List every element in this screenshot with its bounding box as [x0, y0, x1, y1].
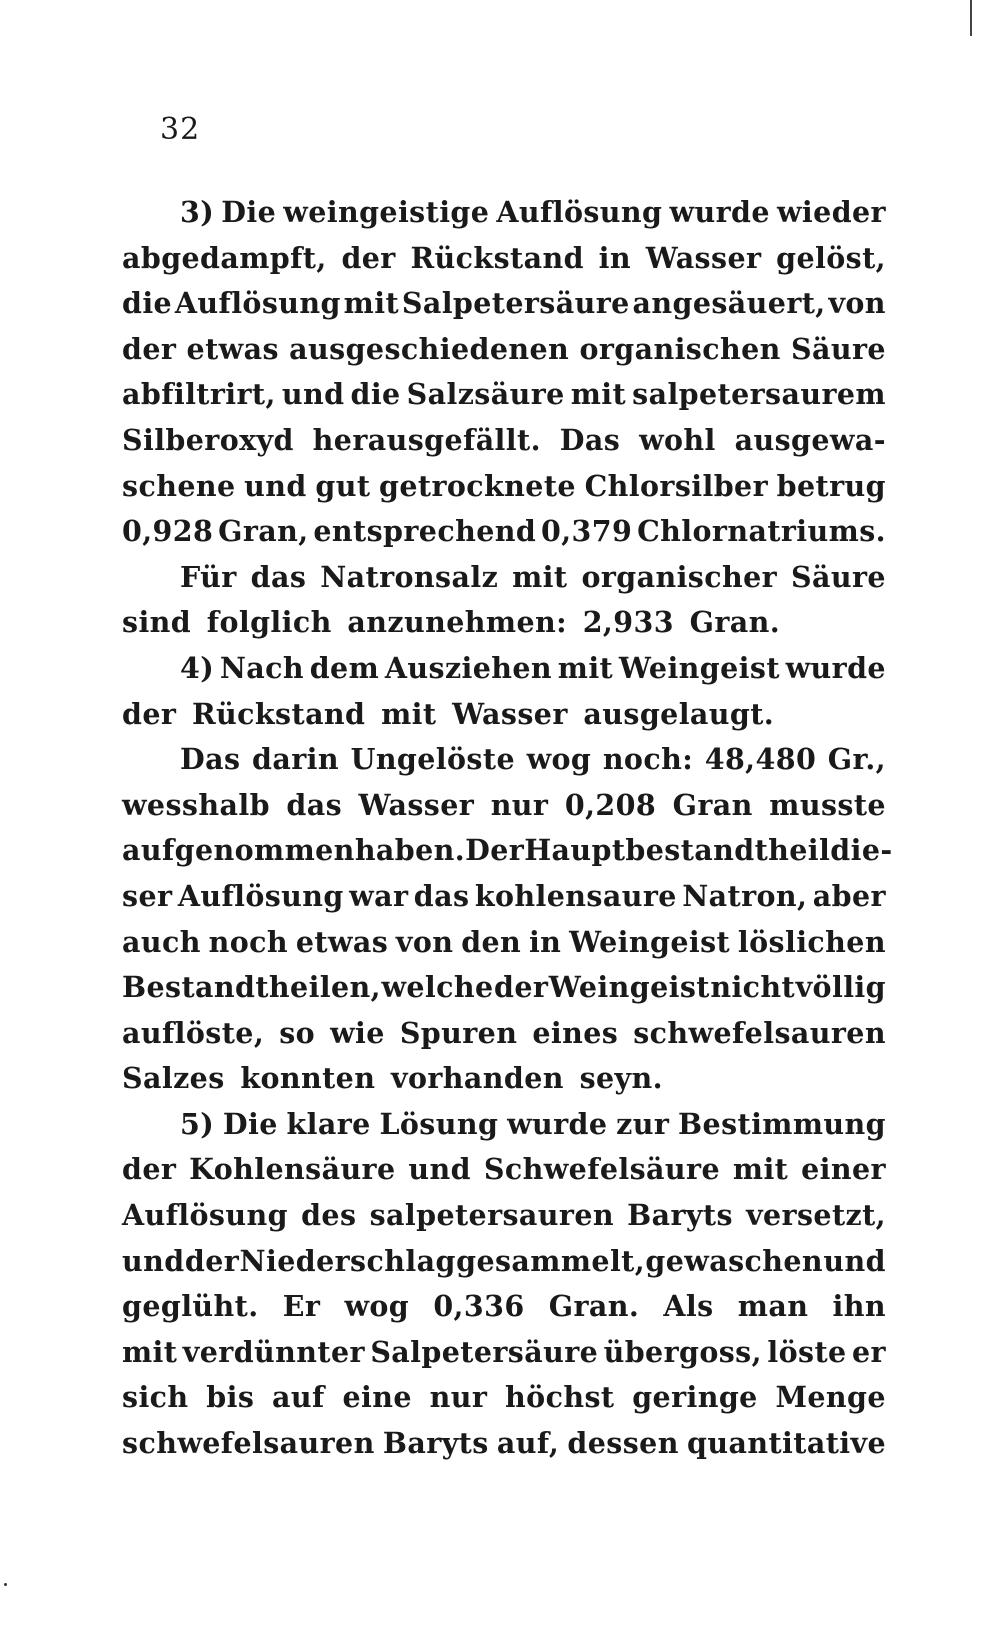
word: Auflösung — [174, 286, 341, 321]
word: sich — [122, 1380, 189, 1415]
word: 5) — [180, 1106, 215, 1141]
word: Weingeist — [548, 970, 710, 1005]
word: mit — [343, 286, 400, 321]
text-line — [122, 1056, 886, 1102]
word: Baryts — [627, 1198, 733, 1233]
word: klare — [286, 1106, 371, 1141]
word: gelöst, — [776, 240, 886, 275]
word: der — [122, 331, 177, 366]
word: aber — [812, 878, 886, 913]
word: Gran. — [548, 1289, 640, 1324]
word: verdünnter — [182, 1334, 365, 1369]
word: in — [528, 924, 562, 959]
word: entsprechend — [313, 514, 537, 549]
word: dessen — [567, 1426, 679, 1461]
word: gesammelt, — [456, 1243, 646, 1278]
text-line — [122, 190, 886, 236]
word: Gr., — [827, 742, 886, 777]
word: löste — [767, 1334, 847, 1369]
word: Salpetersäure — [401, 286, 630, 321]
word: nicht — [710, 970, 796, 1005]
word: wurde — [669, 195, 770, 229]
word: Bestimmung — [678, 1106, 886, 1141]
word: Für — [180, 559, 237, 594]
word: nur — [490, 787, 549, 822]
word: gewaschen — [645, 1243, 824, 1278]
word: und — [122, 1243, 185, 1278]
word: aufgenommen — [122, 833, 355, 868]
text-line — [122, 920, 886, 966]
word: ser — [122, 878, 173, 913]
word: die- — [830, 833, 893, 868]
word: Säure — [791, 331, 886, 366]
word: eine — [342, 1380, 412, 1415]
word: der — [184, 1243, 240, 1278]
word: mit — [381, 696, 437, 731]
word: Salpetersäure — [370, 1334, 599, 1369]
word: getrocknete — [379, 468, 576, 503]
word: man — [737, 1289, 809, 1324]
word: 0,928 — [122, 514, 214, 549]
word: 48,480 — [704, 742, 817, 777]
text-line — [122, 1421, 886, 1467]
word: anzunehmen: — [347, 605, 568, 640]
word: wie — [330, 1015, 385, 1050]
word: der — [341, 240, 396, 275]
word: von — [828, 286, 886, 321]
word: er — [851, 1334, 886, 1369]
word: nur — [429, 1380, 488, 1415]
word: Chlorsilber — [584, 468, 769, 503]
word: Niederschlag — [239, 1243, 456, 1278]
word: 4) — [180, 650, 215, 685]
word: Wasser — [452, 696, 568, 731]
word: höchst — [505, 1380, 615, 1415]
word: vorhanden — [391, 1061, 564, 1096]
word: wog — [526, 742, 592, 777]
word: Hauptbestandtheil — [524, 833, 831, 868]
text-line — [122, 1102, 886, 1148]
word: ausgeschiedenen — [289, 331, 570, 366]
text-line — [122, 1147, 886, 1193]
word: 0,379 — [541, 514, 633, 549]
text-line — [122, 828, 893, 874]
word: haben. — [354, 833, 466, 868]
word: abfiltrirt, — [122, 377, 276, 412]
word: 2,933 — [582, 605, 674, 640]
word: wurde — [785, 650, 886, 685]
word: wesshalb — [122, 787, 270, 822]
word: welche — [381, 970, 494, 1005]
word: salpetersaurem — [632, 377, 886, 412]
word: auch — [122, 924, 201, 959]
word: betrug — [776, 468, 886, 503]
word: folglich — [206, 605, 332, 640]
word: schwefelsauren — [633, 1015, 886, 1050]
word: der — [122, 1152, 177, 1187]
word: Spuren — [399, 1015, 518, 1050]
word: etwas — [295, 924, 389, 959]
word: ihn — [832, 1289, 886, 1324]
word: so — [279, 1015, 316, 1050]
word: auflöste, — [122, 1015, 265, 1050]
word: in — [598, 240, 632, 275]
text-line — [122, 1011, 886, 1057]
word: die — [122, 286, 173, 321]
text-line — [122, 1284, 886, 1330]
text-line — [122, 236, 886, 282]
text-line — [122, 692, 886, 738]
word: noch — [208, 924, 289, 959]
word: Natronsalz — [320, 559, 499, 594]
word: ausgewa- — [734, 422, 886, 457]
word: das — [413, 878, 470, 913]
word: die — [350, 377, 401, 412]
text-line — [122, 1239, 886, 1285]
word: Ungelöste — [350, 742, 515, 777]
word: noch: — [602, 742, 694, 777]
page-number: 32 — [160, 112, 201, 147]
word: Nach — [219, 650, 305, 685]
word: organischen — [579, 331, 781, 366]
word: abgedampft, — [122, 240, 327, 275]
word: mit — [570, 377, 627, 412]
word: den — [461, 924, 522, 959]
word: Auflösung — [177, 878, 344, 913]
word: Auflösung — [122, 1198, 288, 1233]
word: Als — [663, 1289, 714, 1324]
word: geglüht. — [122, 1289, 259, 1324]
word: Baryts — [382, 1426, 489, 1461]
word: Lösung — [379, 1106, 499, 1141]
word: Schwefelsäure — [483, 1152, 720, 1187]
word: Salzsäure — [406, 377, 565, 412]
word: Gran. — [689, 605, 781, 640]
word: der — [494, 970, 549, 1005]
word: Die — [222, 1106, 278, 1141]
word: Gran, — [218, 514, 309, 549]
word: Er — [282, 1289, 321, 1324]
word: organischer — [581, 559, 778, 594]
word: 0,336 — [433, 1289, 525, 1324]
word: salpetersauren — [369, 1198, 614, 1233]
word: seyn. — [579, 1061, 663, 1096]
word: Menge — [775, 1380, 886, 1415]
word: Weingeist — [618, 650, 780, 685]
word: auf, — [496, 1426, 560, 1461]
word: etwas — [186, 331, 279, 366]
word: 0,208 — [564, 787, 657, 822]
word: Natron, — [682, 878, 808, 913]
word: das — [286, 787, 343, 822]
word: wieder — [777, 195, 886, 229]
word: von — [395, 924, 454, 959]
word: Auflösung — [496, 195, 663, 229]
word: Das — [559, 422, 621, 457]
word: sind — [122, 605, 192, 640]
word: zur — [616, 1106, 670, 1141]
text-line — [122, 965, 886, 1011]
word: Weingeist — [569, 924, 731, 959]
text-line — [122, 372, 886, 418]
text-line — [122, 646, 886, 692]
text-line — [122, 600, 886, 646]
word: angesäuert, — [632, 286, 826, 321]
word: Gran — [672, 787, 753, 822]
word: Kohlensäure — [189, 1152, 396, 1187]
word: geringe — [632, 1380, 758, 1415]
word: darin — [252, 742, 339, 777]
word: einer — [801, 1152, 886, 1187]
word: Silberoxyd — [122, 422, 294, 457]
text-line — [122, 555, 886, 601]
word: auf — [272, 1380, 325, 1415]
text-line — [122, 737, 886, 783]
word: Rückstand — [191, 696, 366, 731]
text-line — [122, 1330, 886, 1376]
word: schwefelsauren — [122, 1426, 375, 1461]
word: löslichen — [737, 924, 886, 959]
word: musste — [769, 787, 886, 822]
text-line — [122, 1193, 886, 1239]
word: 3) — [180, 195, 215, 229]
word: und — [823, 1243, 886, 1278]
word: eines — [532, 1015, 619, 1050]
word: versetzt, — [746, 1198, 886, 1233]
word: das — [250, 559, 307, 594]
word: mit — [512, 559, 568, 594]
word: und — [408, 1152, 471, 1187]
word: Chlornatriums. — [637, 514, 886, 549]
word: und — [281, 377, 345, 412]
word: Salzes — [122, 1061, 225, 1096]
word: herausgefällt. — [312, 422, 541, 457]
word: dem — [309, 650, 380, 685]
body-text — [122, 190, 893, 1467]
text-line — [122, 327, 886, 373]
word: mit — [557, 650, 614, 685]
word: konnten — [240, 1061, 376, 1096]
word: schene — [122, 468, 236, 503]
text-line — [122, 874, 886, 920]
word: Ausziehen — [384, 650, 553, 685]
word: wurde — [507, 1106, 608, 1141]
word: der — [122, 696, 177, 731]
word: ausgelaugt. — [583, 696, 775, 731]
text-line — [122, 464, 886, 510]
word: gut — [315, 468, 371, 503]
word: mit — [122, 1334, 178, 1369]
text-line — [122, 1375, 886, 1421]
word: quantitative — [687, 1426, 886, 1461]
word: Wasser — [645, 240, 762, 275]
word: Säure — [791, 559, 886, 594]
word: weingeistige — [283, 195, 490, 229]
word: Rückstand — [410, 240, 584, 275]
word: wohl — [639, 422, 716, 457]
word: war — [349, 878, 409, 913]
scan-edge-mark — [970, 0, 972, 36]
word: kohlensaure — [474, 878, 677, 913]
word: Die — [221, 195, 277, 229]
word: völlig — [795, 970, 886, 1005]
text-line — [122, 281, 886, 327]
word: des — [301, 1198, 357, 1233]
text-line — [122, 509, 886, 555]
word: Das — [180, 742, 241, 777]
text-line — [122, 783, 886, 829]
word: wog — [344, 1289, 410, 1324]
word: Der — [465, 833, 525, 868]
word: und — [244, 468, 307, 503]
scan-speck — [4, 1583, 7, 1586]
word: bis — [206, 1380, 255, 1415]
text-line — [122, 418, 886, 464]
word: übergoss, — [603, 1334, 762, 1369]
word: Bestandtheilen, — [122, 970, 381, 1005]
word: Wasser — [358, 787, 475, 822]
word: mit — [732, 1152, 789, 1187]
